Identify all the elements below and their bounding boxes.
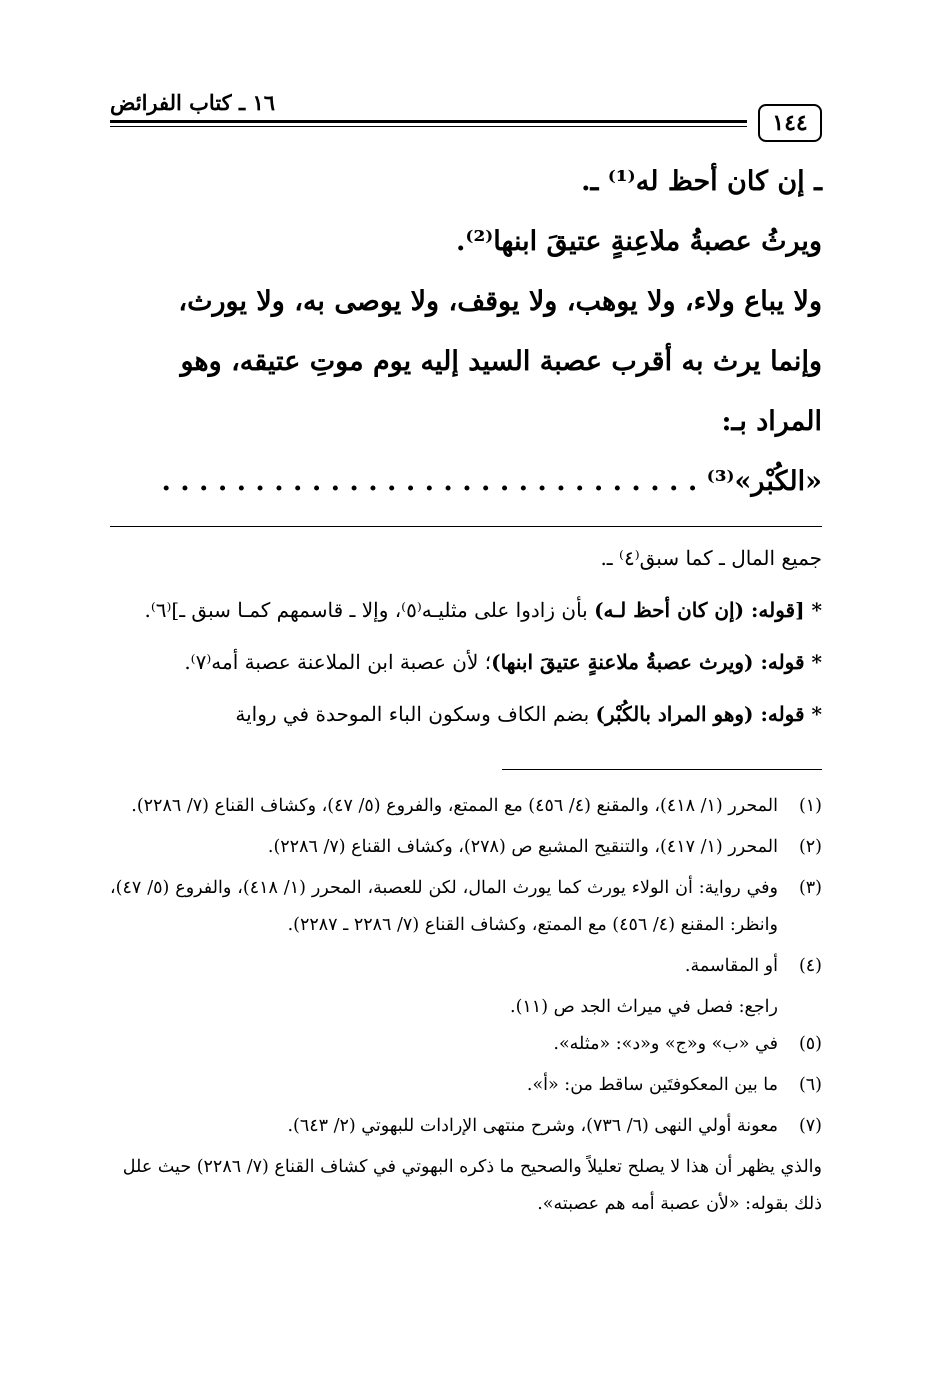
footnote (110, 829, 822, 866)
commentary-marker: * قوله: (753, 702, 822, 726)
footnote-text: المحرر (١/ ٤١٨)، والمقنع (٤/ ٤٥٦) مع الممتع، والفروع (٥/ ٤٧)، وكشاف القناع (٧/ ٢٢٨٦). (131, 796, 778, 816)
footnote-number: (٣) (798, 878, 822, 898)
footnote-text: ما بين المعكوفتَين ساقط من: «أ». (526, 1075, 778, 1095)
footnote-rule (502, 769, 822, 770)
footnotes (110, 788, 822, 1223)
page-number: ١٤٤ (758, 104, 822, 142)
footnote-number: (٦) (798, 1075, 822, 1095)
main-text-line: وإنما يرث به أقرب عصبة السيد إليه يوم موتِ عتيقه، وهو المراد بـ: (180, 346, 822, 437)
footnote-text: في «ب» و«ج» و«د»: «مثله». (553, 1034, 778, 1054)
commentary-paragraph (110, 639, 822, 685)
footnote-continuation: راجع: فصل في ميراث الجد ص (١١). (510, 997, 778, 1017)
header-rule (110, 120, 747, 123)
commentary-paragraph (110, 691, 822, 737)
main-text-line (110, 452, 822, 512)
footnote (110, 1026, 822, 1063)
main-text-line: ولا يباع ولاء، ولا يوهب، ولا يوقف، ولا يوصى به، ولا يورث، (178, 286, 822, 317)
footnote (110, 1067, 822, 1104)
commentary (110, 535, 822, 737)
chapter-title: ١٦ ـ كتاب الفرائض (110, 90, 275, 115)
footnote-number: (٢) (798, 837, 822, 857)
commentary-marker: * [قوله: (744, 598, 822, 622)
commentary-paragraph (110, 587, 822, 633)
commentary-marker: * قوله: (753, 650, 822, 674)
page-header (110, 80, 822, 140)
commentary-quote: (ويرث عصبةُ ملاعنةٍ عتيقَ ابنها) (491, 650, 754, 674)
commentary-text: ؛ لأن عصبة ابن الملاعنة عصبة أمه⁽٧⁾. (184, 650, 492, 674)
main-text (110, 152, 822, 512)
dotted-leader: . . . . . . . . . . . . . . . . . . . . . . . . . . . . . (161, 466, 698, 497)
commentary-text: بأن زادوا على مثليـه⁽٥⁾، وإلا ـ قاسمهم كمـا سبق ـ]⁽٦⁾. (144, 598, 595, 622)
commentary-quote: (إن كان أحظ لـه) (594, 598, 745, 622)
footnote-text: أو المقاسمة. (684, 956, 778, 976)
footnote-text: وفي رواية: أن الولاء يورث كما يورث المال، لكن للعصبة، المحرر (١/ ٤١٨)، والفروع (٥/ ٤٧)، وانظر: المقنع (٤/ ٤٥٦) مع الممتع، وكشاف القناع (٧/ ٢٢٨٦ ـ ٢٢٨٧). (110, 878, 778, 935)
footnote-number: (٥) (798, 1034, 822, 1054)
footnote (110, 948, 822, 985)
footnote (110, 788, 822, 825)
footnote-number: (١) (798, 796, 822, 816)
footnote-continuation: والذي يظهر أن هذا لا يصلح تعليلاً والصحيح ما ذكره البهوتي في كشاف القناع (٧/ ٢٢٨٦) حيث علل ذلك بقوله: «لأن عصبة أمه هم عصبته». (122, 1157, 822, 1214)
commentary-text: بضم الكاف وسكون الباء الموحدة في رواية (235, 702, 596, 726)
main-text-line: ويرثُ عصبةُ ملاعِنةٍ عتيقَ ابنها⁽²⁾. (455, 226, 822, 257)
commentary-quote: (وهو المراد بالكُبْر) (595, 702, 754, 726)
commentary-paragraph: جميع المال ـ كما سبق⁽٤⁾ ـ. (600, 546, 822, 570)
main-text-term: «الكُبْر»⁽³⁾ (706, 466, 822, 497)
footnote-text: المحرر (١/ ٤١٧)، والتنقيح المشبع ص (٢٧٨)، وكشاف القناع (٧/ ٢٢٨٦). (267, 837, 778, 857)
book-page (110, 80, 822, 1223)
footnote-number: (٤) (798, 956, 822, 976)
main-text-line: ـ إن كان أحظ له⁽¹⁾ ـ. (581, 166, 822, 197)
text-divider (110, 526, 822, 527)
footnote-number: (٧) (798, 1116, 822, 1136)
footnote (110, 870, 822, 944)
header-rule-thin (110, 126, 747, 127)
footnote-text: معونة أولي النهى (٦/ ٧٣٦)، وشرح منتهى الإرادات للبهوتي (٢/ ٦٤٣). (287, 1116, 778, 1136)
footnote (110, 1108, 822, 1145)
